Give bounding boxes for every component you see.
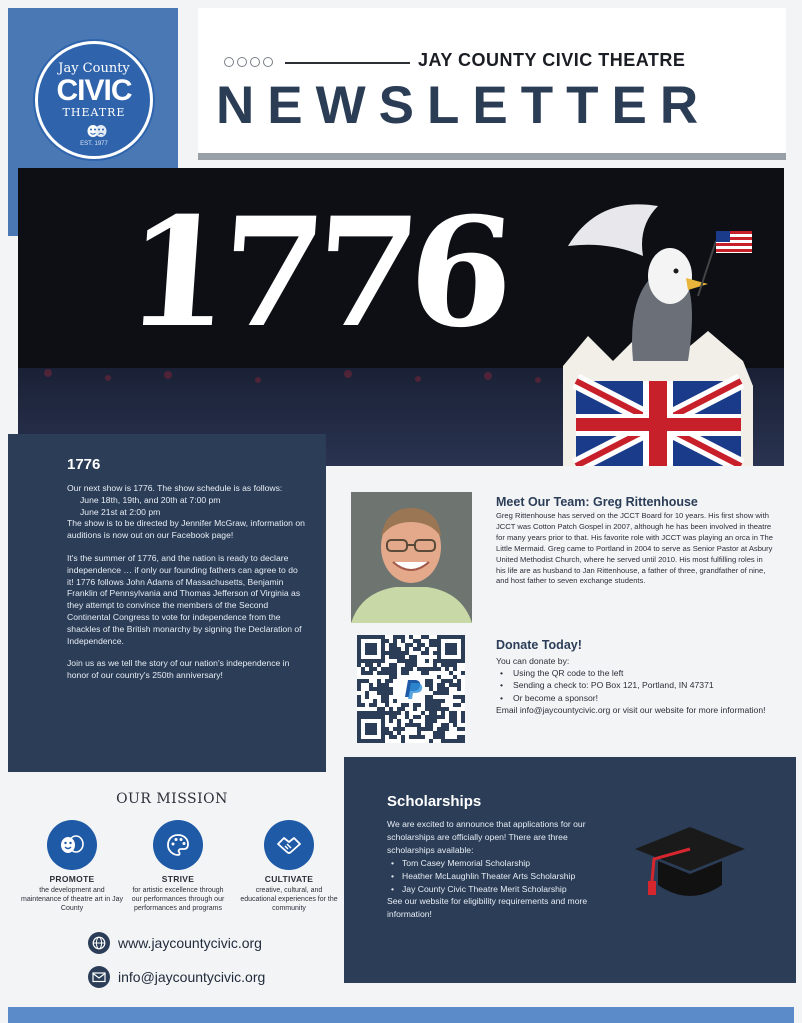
dot [224, 57, 234, 67]
donate-intro: You can donate by: [496, 656, 570, 666]
logo [35, 41, 153, 159]
scholarships-heading: Scholarships [387, 793, 482, 810]
theater-masks-icon [86, 124, 108, 138]
show-closing: Join us as we tell the story of our nation's independence in honor of our country's 250th anniversary! [67, 658, 290, 681]
palette-icon [153, 820, 203, 870]
qr-code-image [357, 635, 465, 743]
org-name: JAY COUNTY CIVIC THEATRE [418, 50, 686, 70]
globe-icon [88, 932, 110, 954]
email-link[interactable] [88, 966, 265, 988]
donate-item: • Or become a sponsor! [500, 692, 776, 704]
donate-body [496, 655, 776, 716]
theater-masks-icon [47, 820, 97, 870]
mission-cultivate [238, 820, 340, 913]
mission-desc: for artistic excellence through our performances through our performances and programs [131, 887, 225, 912]
logo-line3: THEATRE [62, 106, 126, 119]
scholarship-item: • Heather McLaughlin Theater Arts Scholarship [391, 870, 613, 883]
hero-show-title: 1776 [119, 185, 510, 361]
logo-est: EST. 1977 [80, 141, 108, 147]
mission-strive [127, 820, 229, 913]
mission-desc: creative, cultural, and educational experiences for the community [240, 887, 338, 912]
show-schedule-2: June 21st at 2:00 pm [80, 506, 161, 517]
dot [263, 57, 273, 67]
page-title: NEWSLETTER [216, 76, 712, 135]
mission-desc: the development and maintenance of theatre art in Jay County [21, 887, 123, 912]
logo-line1: Jay County [58, 61, 130, 76]
scholarships-body [387, 818, 613, 921]
scholarships-panel [344, 757, 796, 983]
mission-promote [21, 820, 123, 913]
show-intro: Our next show is 1776. The show schedule is as follows: [67, 483, 283, 493]
dot [237, 57, 247, 67]
hero-image [18, 168, 784, 466]
team-body: Greg Rittenhouse has served on the JCCT Board for 10 years. His first show with JCCT was Cotton Patch Gospel in 2007, although he has been involved in theatre for many years prior to that. His favorite role with JCCT was playing an orca in The Little Mermaid. Greg came to Portland in 2004 to serve as Senior Pastor at Asbury United Methodist Church, where he served until 2010. His most fulfilling roles in his life are as husband to Jan Rittenhouse, a father of three, grandfather of nine, and host father to seven exchange students. [496, 511, 774, 586]
donate-heading: Donate Today! [496, 638, 582, 652]
mission-name: STRIVE [161, 874, 195, 884]
donate-qr-code[interactable] [357, 635, 465, 743]
eagle-egg-illustration [548, 186, 784, 466]
header-line [285, 62, 410, 64]
footer-bar [8, 1007, 794, 1023]
mission-name: PROMOTE [49, 874, 95, 884]
portrait [351, 492, 472, 623]
show-heading: 1776 [67, 456, 101, 473]
show-director: The show is to be directed by Jennifer McGraw, information on auditions is now out on our Facebook page! [67, 518, 305, 541]
header-rule [198, 153, 786, 160]
mission-heading: OUR MISSION [116, 791, 228, 807]
dot [250, 57, 260, 67]
show-text [67, 483, 306, 682]
mail-icon [88, 966, 110, 988]
donate-footer: Email info@jaycountycivic.org or visit our website for more information! [496, 704, 766, 715]
show-synopsis: It's the summer of 1776, and the nation is ready to declare independence … if only our founding fathers can agree to do it! 1776 follows John Adams of Massachusetts, Benjamin Franklin of Pennsylvania and Thomas Jefferson of Virginia as they attempt to convince the members of the Second Continental Congress to vote for independence from the shackles of the British monarchy by signing the Declaration of Independence. [67, 552, 302, 646]
show-schedule-1: June 18th, 19th, and 20th at 7:00 pm [80, 494, 221, 505]
team-heading: Meet Our Team: Greg Rittenhouse [496, 495, 698, 509]
paypal-icon [397, 675, 425, 703]
decorative-dots [224, 57, 273, 67]
donate-item: • Sending a check to: PO Box 121, Portland, IN 47371 [500, 679, 776, 691]
scholarship-item: • Tom Casey Memorial Scholarship [391, 857, 613, 870]
scholarship-item: • Jay County Civic Theatre Merit Scholarship [391, 883, 613, 896]
scholarships-list [387, 857, 613, 896]
handshake-icon [264, 820, 314, 870]
logo-line2: CIVIC [56, 74, 132, 107]
website-text: www.jaycountycivic.org [118, 935, 262, 951]
mission-name: CULTIVATE [264, 874, 314, 884]
graduation-cap-icon [630, 819, 750, 909]
team-photo [351, 492, 472, 623]
scholarships-intro: We are excited to announce that applications for our scholarships are officially open! There are three scholarships available: [387, 819, 586, 855]
website-link[interactable] [88, 932, 262, 954]
scholarships-footer: See our website for eligibility requirements and more information! [387, 896, 588, 920]
donate-list [496, 667, 776, 704]
email-text: info@jaycountycivic.org [118, 969, 266, 985]
show-panel [8, 434, 326, 772]
donate-item: • Using the QR code to the left [500, 667, 776, 679]
